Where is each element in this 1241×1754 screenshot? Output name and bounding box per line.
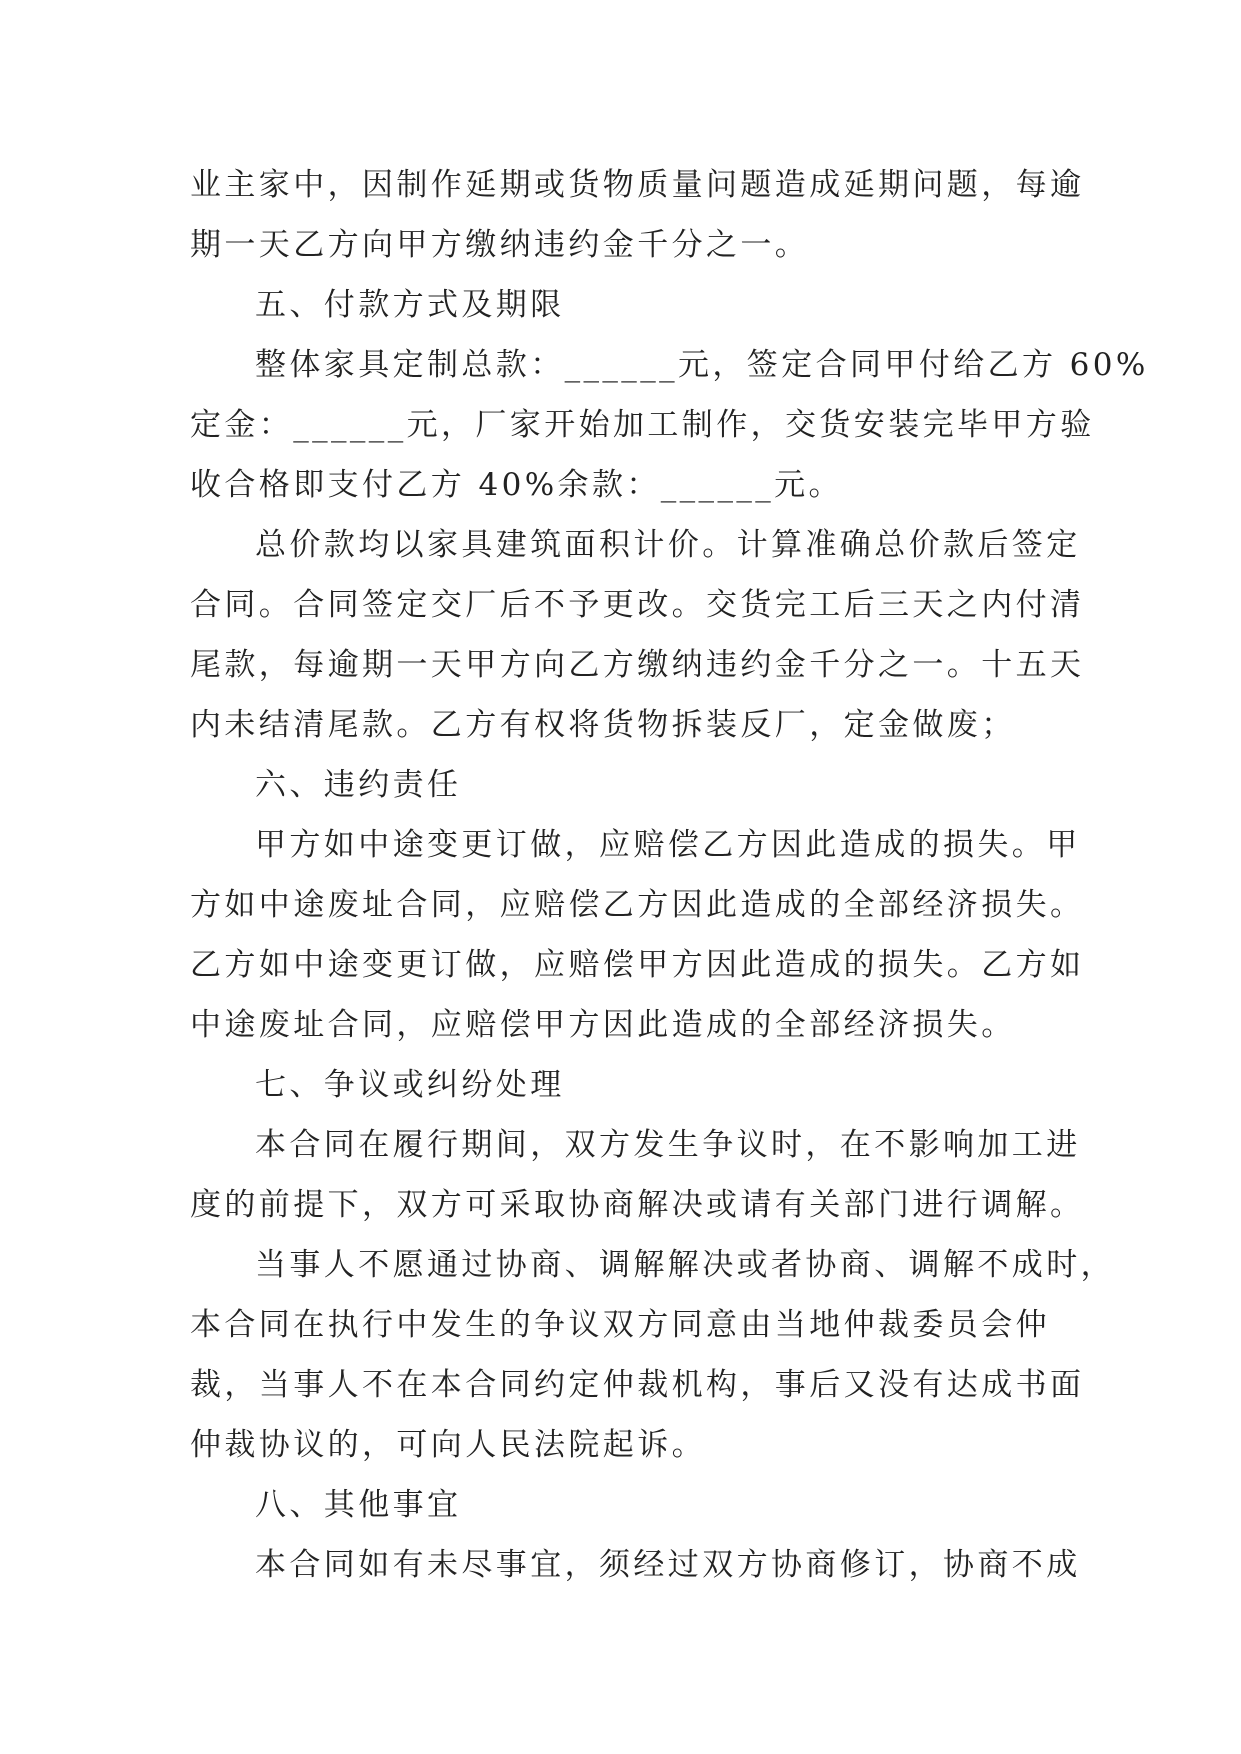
text-line: 本合同如有未尽事宜，须经过双方协商修订，协商不成	[255, 1547, 1081, 1583]
text-line: 尾款，每逾期一天甲方向乙方缴纳违约金千分之一。十五天	[190, 647, 1085, 683]
text-line: 裁，当事人不在本合同约定仲裁机构，事后又没有达成书面	[190, 1367, 1085, 1403]
section-heading: 六、违约责任	[255, 767, 462, 803]
text-line: 甲方如中途变更订做，应赔偿乙方因此造成的损失。甲	[255, 827, 1081, 863]
text-line: 内未结清尾款。乙方有权将货物拆装反厂，定金做废；	[190, 707, 1016, 743]
text-line: 期一天乙方向甲方缴纳违约金千分之一。	[190, 227, 810, 263]
text-line: 方如中途废址合同，应赔偿乙方因此造成的全部经济损失。	[190, 887, 1085, 923]
text-line: 整体家具定制总款：______元，签定合同甲付给乙方 60%	[255, 347, 1149, 383]
text-line: 度的前提下，双方可采取协商解决或请有关部门进行调解。	[190, 1187, 1085, 1223]
text-line: 当事人不愿通过协商、调解解决或者协商、调解不成时，	[255, 1247, 1115, 1283]
text-line: 业主家中，因制作延期或货物质量问题造成延期问题，每逾	[190, 167, 1085, 203]
text-line: 仲裁协议的，可向人民法院起诉。	[190, 1427, 706, 1463]
text-line: 本合同在履行期间，双方发生争议时，在不影响加工进	[255, 1127, 1081, 1163]
text-line: 本合同在执行中发生的争议双方同意由当地仲裁委员会仲	[190, 1307, 1050, 1343]
text-line: 乙方如中途变更订做，应赔偿甲方因此造成的损失。乙方如	[190, 947, 1085, 983]
text-line: 总价款均以家具建筑面积计价。计算准确总价款后签定	[255, 527, 1081, 563]
text-line: 中途废址合同，应赔偿甲方因此造成的全部经济损失。	[190, 1007, 1016, 1043]
section-heading: 八、其他事宜	[255, 1487, 462, 1523]
text-line: 定金：______元，厂家开始加工制作，交货安装完毕甲方验	[190, 407, 1095, 443]
text-line: 收合格即支付乙方 40%余款：______元。	[190, 467, 843, 503]
section-heading: 七、争议或纠纷处理	[255, 1067, 565, 1103]
section-heading: 五、付款方式及期限	[255, 287, 565, 323]
text-line: 合同。合同签定交厂后不予更改。交货完工后三天之内付清	[190, 587, 1085, 623]
